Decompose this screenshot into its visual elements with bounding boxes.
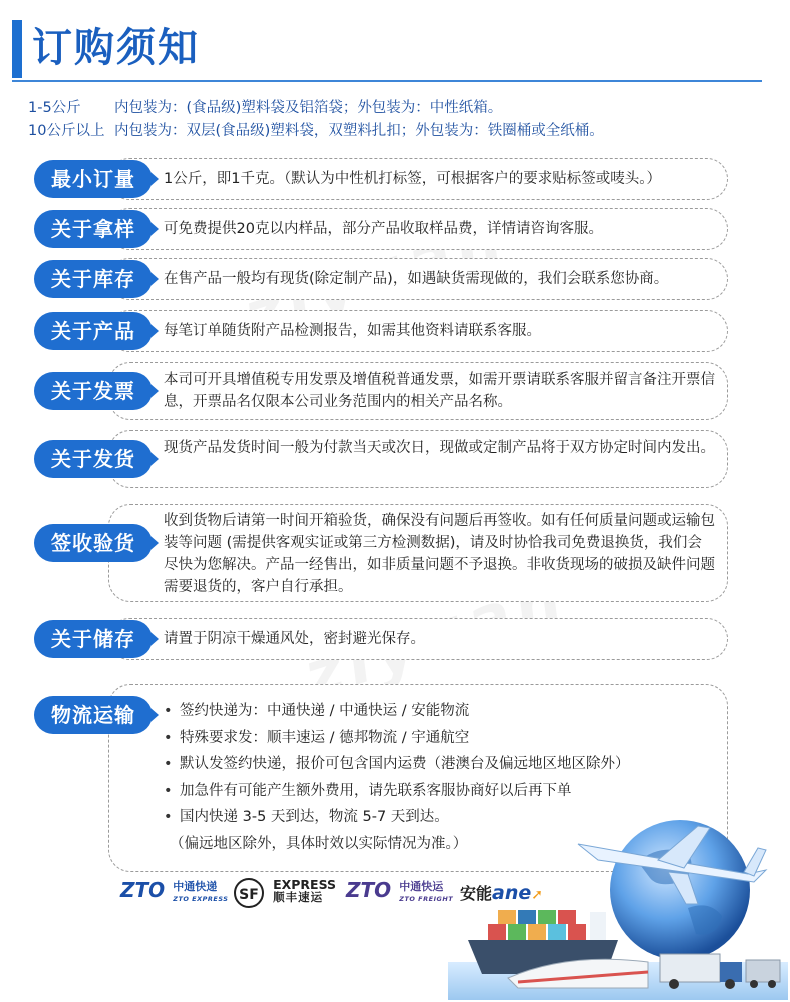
zto-freight-en: ZTO FREIGHT	[399, 895, 454, 903]
section-inspection	[34, 504, 728, 602]
section-product	[34, 310, 728, 352]
packaging-line-large	[28, 121, 604, 141]
section-text: 收到货物后请第一时间开箱验货，确保没有问题后再签收。如有任何质量问题或运输包装等问题 (需提供客观实证或第三方检测数据)，请及时协恰我司免费退换货，我们会尽快为您解决。产品一经售出，如非质量问题不予退换。非收货现场的破损及缺件问题需要退货的，客户自行承担。	[164, 513, 715, 595]
page-title: 订购须知	[32, 25, 200, 71]
bullet: •	[164, 703, 173, 719]
ane-cn: 安能	[460, 884, 493, 903]
list-item	[164, 698, 630, 725]
section-min-order	[34, 158, 728, 200]
list-item-text: 加急件有可能产生额外费用，请先联系客服协商好以后再下单	[180, 782, 572, 799]
section-text: 本司可开具增值税专用发票及增值税普通发票，如需开票请联系客服并留言备注开票信息，开票品名仅限本公司业务范围内的相关产品名称。	[164, 372, 715, 410]
section-label: 关于发货	[34, 440, 152, 478]
sf-cn: 顺丰速运	[273, 890, 324, 904]
section-text: 可免费提供20克以内样品，部分产品收取样品费，详情请咨询客服。	[164, 221, 603, 237]
section-label: 关于发票	[34, 372, 152, 410]
section-label: 关于储存	[34, 620, 152, 658]
ane-arrow-icon: ➚	[531, 887, 543, 903]
zto-express-cn: 中通快递	[173, 880, 218, 893]
header-accent-bar	[12, 20, 22, 78]
section-text: 现货产品发货时间一般为付款当天或次日，现做或定制产品将于双方协定时间内发出。	[164, 440, 715, 456]
zto-express-logo	[120, 878, 228, 918]
section-label: 关于拿样	[34, 210, 152, 248]
section-label: 物流运输	[34, 696, 152, 734]
section-text: 1公斤，即1千克。（默认为中性机打标签，可根据客户的要求贴标签或唛头。）	[164, 171, 661, 187]
list-item-text: 默认发签约快递，报价可包含国内运费（港澳台及偏远地区地区除外）	[180, 756, 630, 772]
section-text: 请置于阴凉干燥通风处，密封避光保存。	[164, 631, 425, 647]
bullet: •	[164, 756, 173, 772]
section-label: 最小订量	[34, 160, 152, 198]
zto-freight-cn: 中通快运	[399, 880, 444, 893]
list-item	[164, 778, 630, 805]
header-underline	[12, 80, 762, 82]
list-item-text: 签约快递为：中通快递 / 中通快运 / 安能物流	[180, 703, 470, 719]
packaging-text: 内包装为：(食品级)塑料袋及铝箔袋；外包装为：中性纸箱。	[114, 100, 503, 116]
section-samples	[34, 208, 728, 250]
sf-express-logo	[234, 878, 336, 918]
packaging-weight: 1-5公斤	[28, 100, 81, 116]
packaging-line-small	[28, 98, 502, 118]
bullet: •	[164, 809, 173, 825]
packaging-text: 内包装为：双层(食品级)塑料袋，双塑料扎扣；外包装为：铁圈桶或全纸桶。	[114, 123, 604, 139]
section-shipping	[34, 430, 728, 488]
list-item-text: 国内快递 3-5 天到达，物流 5-7 天到达。	[180, 809, 449, 825]
section-invoice	[34, 362, 728, 420]
list-item	[164, 751, 630, 778]
section-label: 关于库存	[34, 260, 152, 298]
list-item	[164, 725, 630, 752]
sf-mark: SF	[234, 878, 264, 908]
section-label: 关于产品	[34, 312, 152, 350]
section-storage	[34, 618, 728, 660]
ane-logo	[460, 878, 543, 918]
list-item-text: 特殊要求发：顺丰速运 / 德邦物流 / 宇通航空	[180, 729, 470, 746]
packaging-weight: 10公斤以上	[28, 123, 105, 139]
section-text: 每笔订单随货附产品检测报告，如需其他资料请联系客服。	[164, 323, 541, 339]
bullet: •	[164, 729, 173, 746]
zto-express-en: ZTO EXPRESS	[173, 895, 229, 903]
zto-mark: ZTO	[346, 878, 392, 902]
zto-mark: ZTO	[120, 878, 166, 902]
ane-en: ane	[492, 882, 532, 904]
zto-freight-logo	[346, 878, 453, 918]
sf-en: EXPRESS	[273, 877, 337, 892]
section-text: 在售产品一般均有现货(除定制产品)，如遇缺货需现做的，我们会联系您协商。	[164, 271, 669, 287]
section-label: 签收验货	[34, 524, 152, 562]
bullet: •	[164, 782, 173, 799]
logistics-note: （偏远地区除外，具体时效以实际情况为准。）	[170, 835, 468, 852]
section-stock	[34, 258, 728, 300]
